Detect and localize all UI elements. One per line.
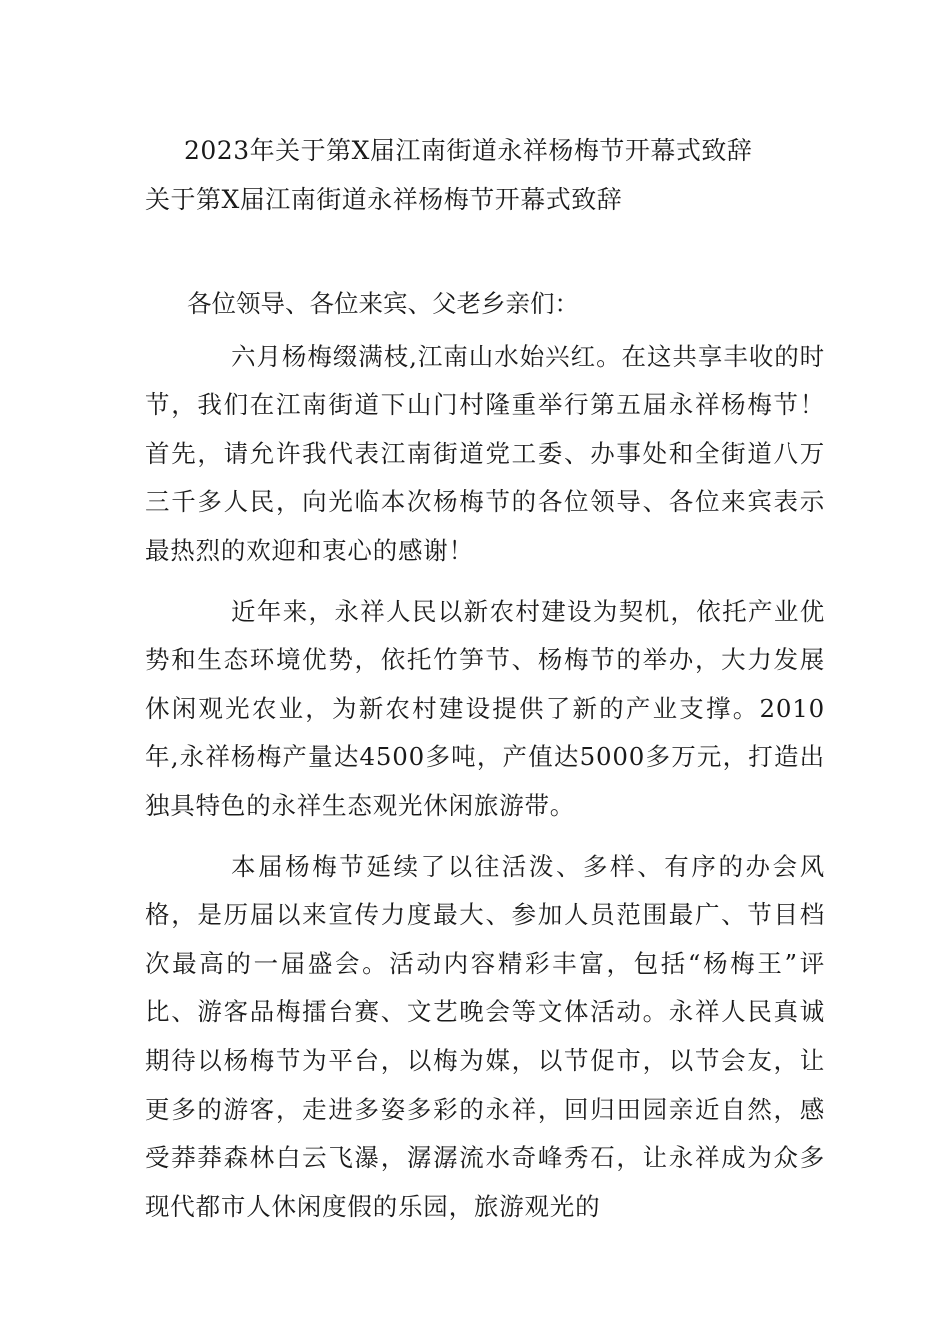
salutation: 各位领导、各位来宾、父老乡亲们： <box>187 289 579 318</box>
paragraph-1: 六月杨梅缀满枝,江南山水始兴红。在这共享丰收的时节，我们在江南街道下山门村隆重举行第五届永祥杨梅节！首先，请允许我代表江南街道党工委、办事处和全街道八万三千多人民，向光临本次杨梅节的各位领导、各位来宾表示最热烈的欢迎和衷心的感谢！ <box>145 341 825 565</box>
document-title: 2023年关于第X届江南街道永祥杨梅节开幕式致辞 <box>184 136 753 165</box>
document-subtitle: 关于第X届江南街道永祥杨梅节开幕式致辞 <box>145 185 623 214</box>
paragraph-3: 本届杨梅节延续了以往活泼、多样、有序的办会风格，是历届以来宣传力度最大、参加人员范围最广、节目档次最高的一届盛会。活动内容精彩丰富，包括“杨梅王”评比、游客品梅擂台赛、文艺晚会等文体活动。永祥人民真诚期待以杨梅节为平台，以梅为媒，以节促市，以节会友，让更多的游客，走进多姿多彩的永祥，回归田园亲近自然，感受莽莽森林白云飞瀑，潺潺流水奇峰秀石，让永祥成为众多现代都市人休闲度假的乐园，旅游观光的 <box>145 851 825 1221</box>
paragraph-2: 近年来，永祥人民以新农村建设为契机，依托产业优势和生态环境优势，依托竹笋节、杨梅节的举办，大力发展休闲观光农业，为新农村建设提供了新的产业支撑。2010年,永祥杨梅产量达4500多吨，产值达5000多万元，打造出独具特色的永祥生态观光休闲旅游带。 <box>145 596 825 820</box>
document-body <box>145 280 825 1231</box>
